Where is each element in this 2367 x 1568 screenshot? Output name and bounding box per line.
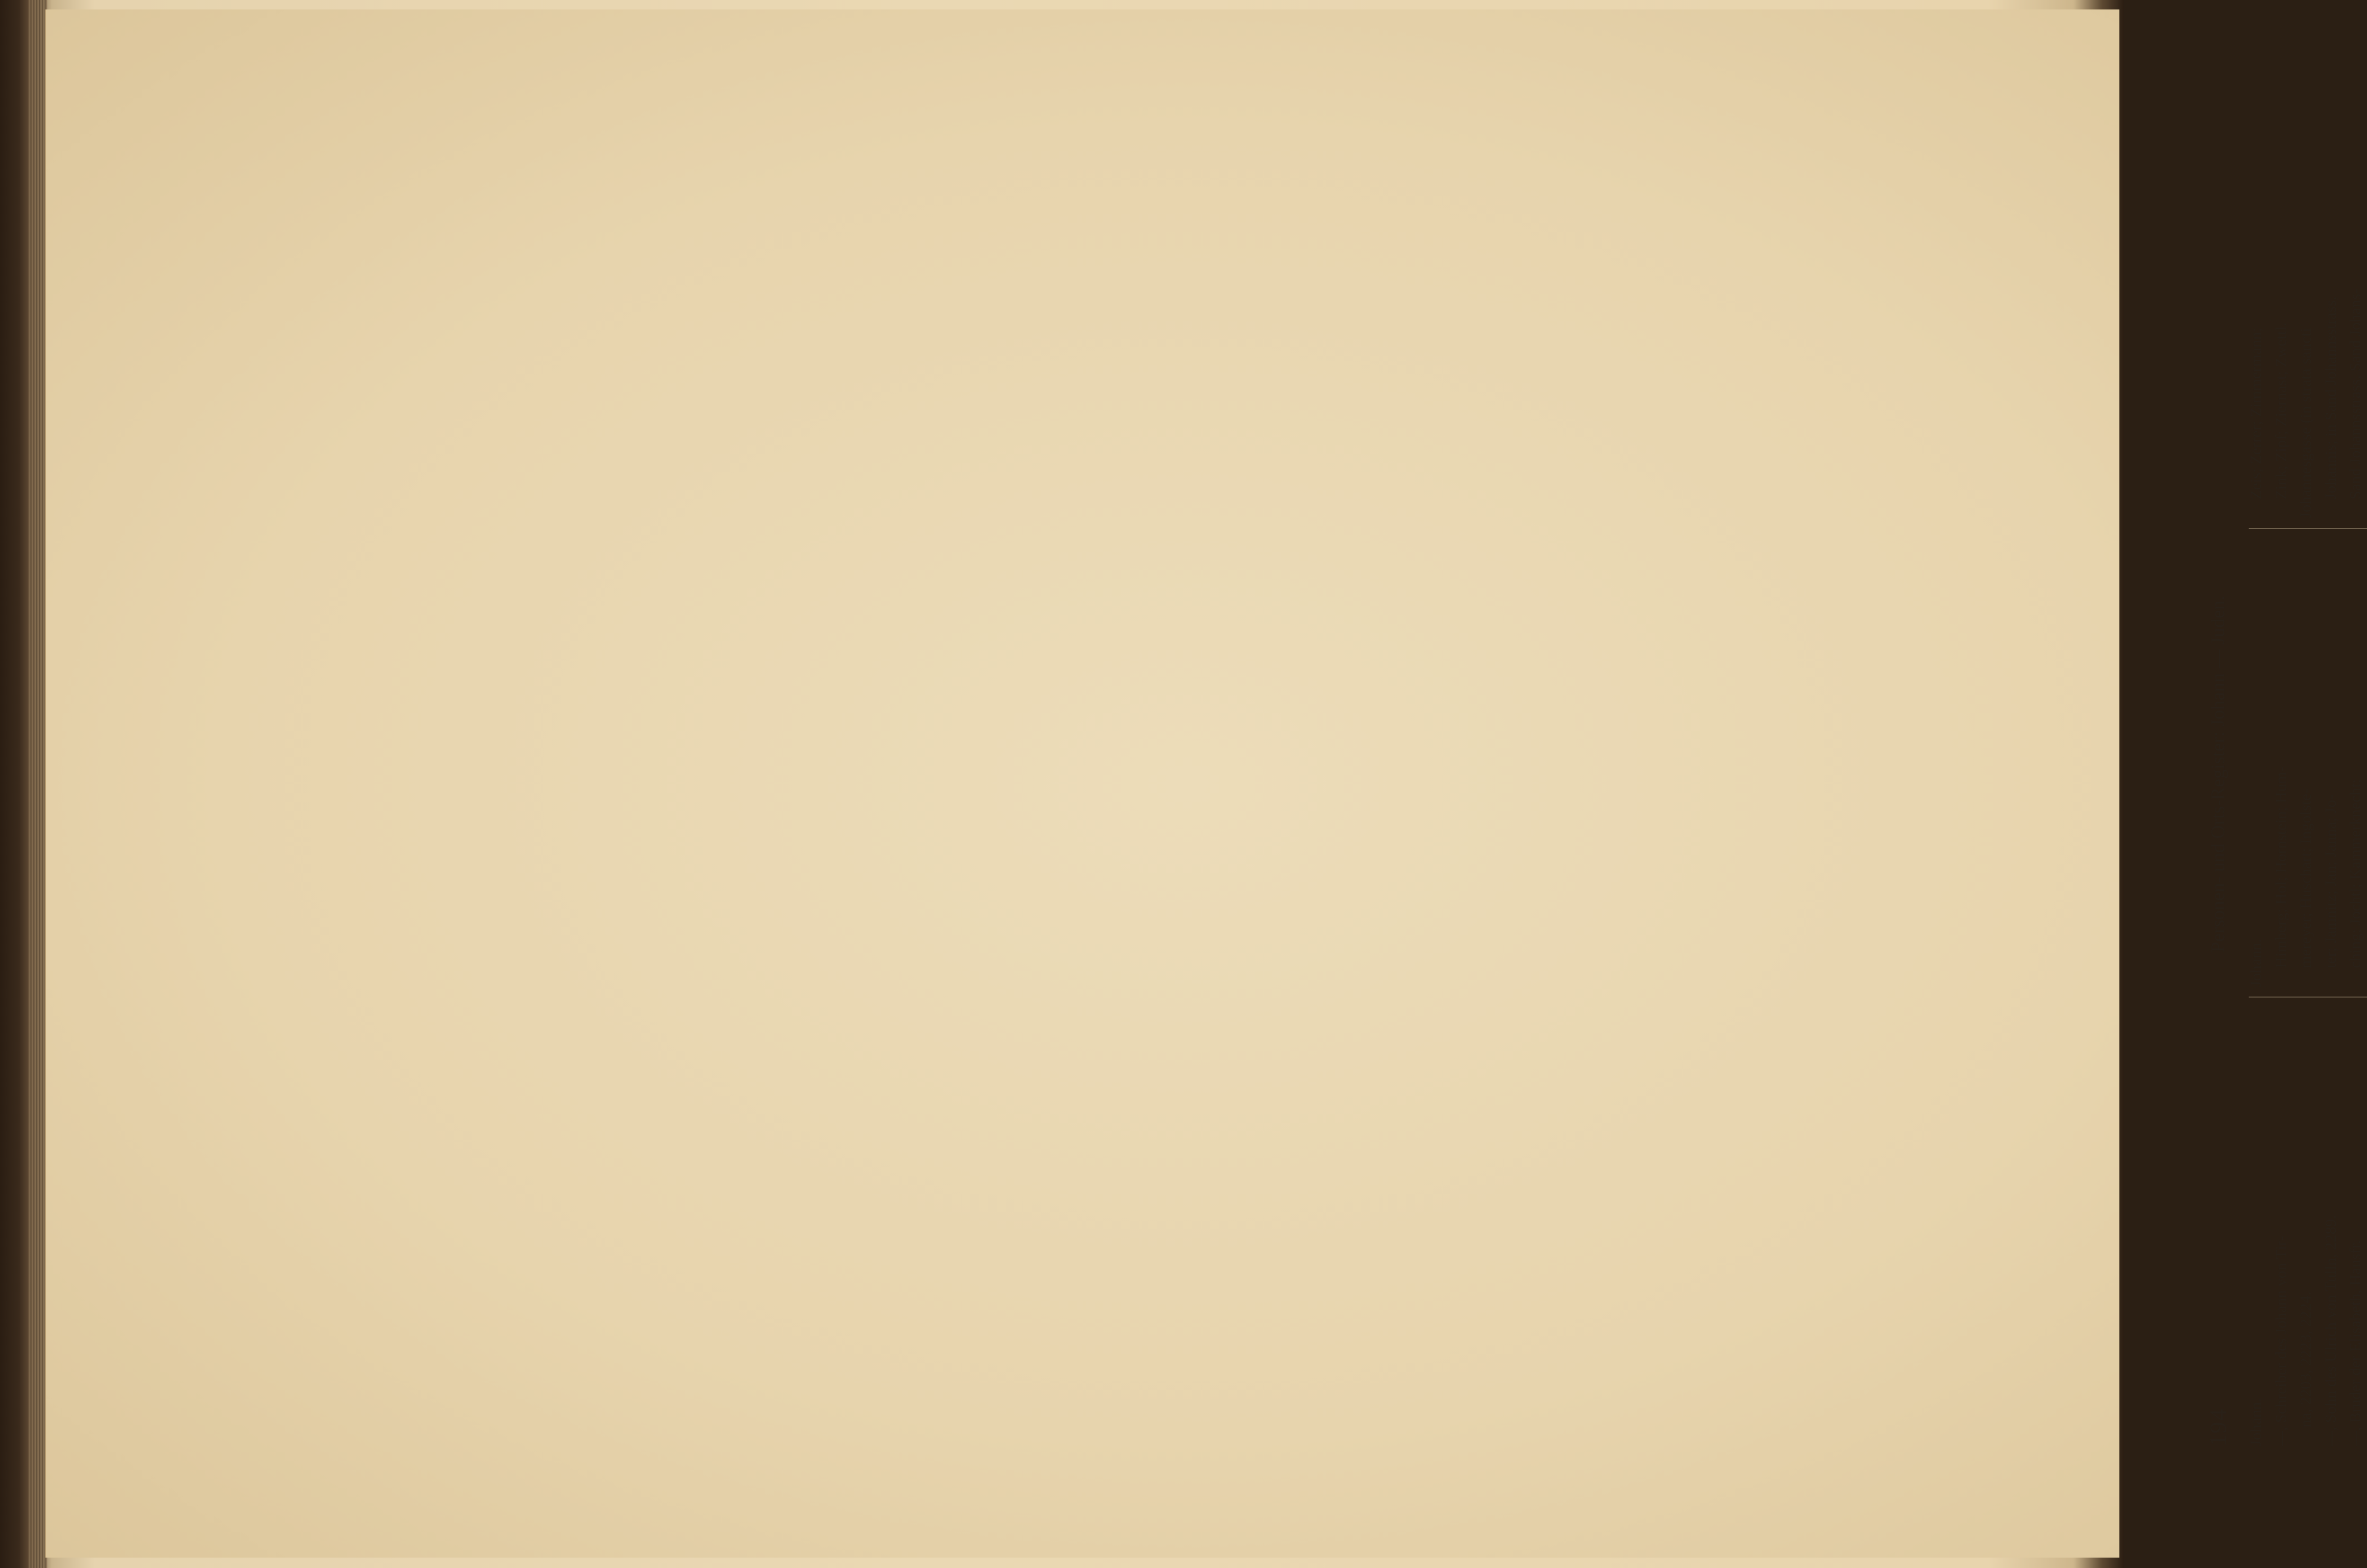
- index-line: Johann.: [2248, 939, 2265, 987]
- page-number: 194: [2205, 1408, 2231, 1446]
- index-line: ching; Jochtl; Kammerknecht;: [2347, 779, 2364, 968]
- index-line: ter; Jamnitz; Jan; Janna; Jo-: [2322, 794, 2340, 968]
- index-line: mereyer; Huschart; Ingolste-: [2297, 788, 2314, 968]
- running-head: Personen- und Orts-Register: Johann — Juden.: [2207, 596, 2228, 953]
- index-column-3: [2244, 78, 2367, 518]
- index-line: —, Bruder der Elisabeth, Hausfr.: [2347, 1240, 2364, 1446]
- rotated-page-content: [2092, 45, 2367, 1503]
- index-line: Himberg; Hol; Hornstein; Hum-: [2272, 766, 2290, 968]
- index-column-2: [2244, 547, 2367, 987]
- index-column-1: [2244, 1006, 2367, 1446]
- column-rule-2: [2249, 528, 2367, 529]
- column-rule-1: [2249, 997, 2367, 998]
- index-line: Zeis; Zerrer; Zimmermann;: [2248, 328, 2265, 499]
- index-line: —, Schreiber des Johann von Tir-: [2272, 1236, 2290, 1446]
- book-page: [45, 9, 2119, 1558]
- index-line: Zink; Zipf; Ziernast; Zwettl.: [2272, 322, 2290, 499]
- index-line: Johannesgasse (in strata sancti: [2297, 328, 2314, 518]
- index-line: Sand Johannsstrass, Sand Johans-: [2347, 288, 2364, 499]
- index-line: Johann.: [2248, 1398, 2265, 1446]
- page-edge-stack: [28, 0, 47, 1568]
- index-line: na, 2203, 2223, 2224.: [2297, 1292, 2314, 1427]
- index-line: —, Sohn des Ulrich von Tulln, 2289.: [2322, 1215, 2340, 1446]
- page-header: [2201, 45, 2234, 1503]
- index-line: Johannis; in Sand Johannsstrass,: [2322, 296, 2340, 499]
